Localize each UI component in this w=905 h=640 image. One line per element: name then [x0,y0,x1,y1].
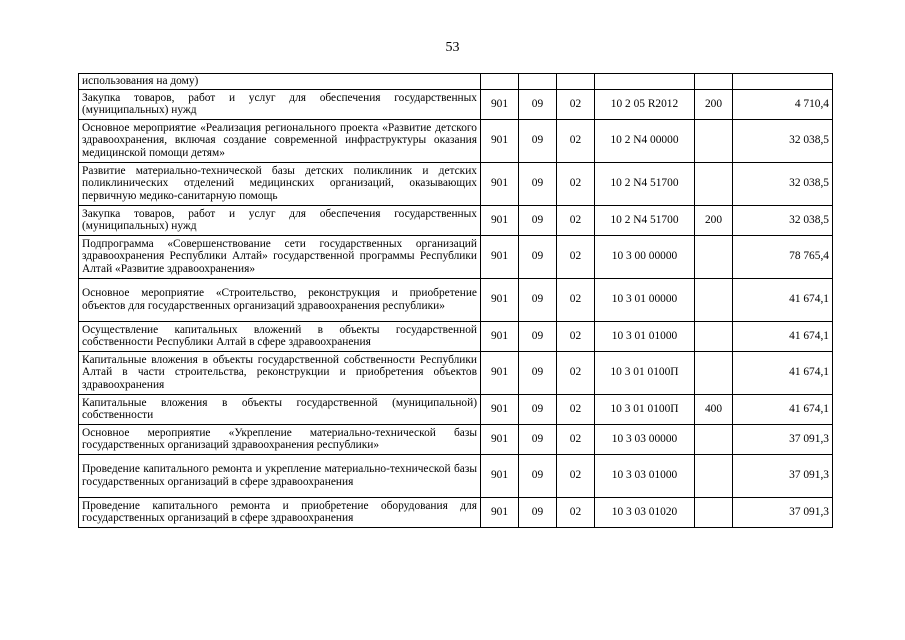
amount-cell: 41 674,1 [733,321,833,351]
section-code-cell: 09 [519,454,557,497]
subsection-code-cell: 02 [557,321,595,351]
ministry-code-cell: 901 [481,454,519,497]
table-row [79,351,833,394]
section-code-cell: 09 [519,424,557,454]
target-article-cell: 10 2 05 R2012 [595,89,695,119]
table-row [79,278,833,321]
ministry-code-cell: 901 [481,89,519,119]
table-row [79,205,833,235]
table-row [79,119,833,162]
expense-type-cell [695,74,733,90]
budget-table [78,73,833,528]
table-row [79,497,833,527]
ministry-code-cell: 901 [481,205,519,235]
section-code-cell: 09 [519,235,557,278]
amount-cell: 37 091,3 [733,497,833,527]
table-row [79,454,833,497]
table-row [79,162,833,205]
amount-cell: 37 091,3 [733,454,833,497]
table-row [79,74,833,90]
subsection-code-cell: 02 [557,205,595,235]
target-article-cell: 10 3 03 00000 [595,424,695,454]
table-row [79,89,833,119]
row-name-cell: Развитие материально-технической базы детских поликлиник и детских поликлинических отделений медицинских организаций, оказывающих первичную медико-санитарную помощь [79,162,481,205]
section-code-cell: 09 [519,497,557,527]
target-article-cell: 10 3 01 01000 [595,321,695,351]
amount-cell: 41 674,1 [733,351,833,394]
target-article-cell: 10 2 N4 00000 [595,119,695,162]
target-article-cell: 10 2 N4 51700 [595,205,695,235]
ministry-code-cell [481,74,519,90]
subsection-code-cell: 02 [557,424,595,454]
expense-type-cell: 200 [695,205,733,235]
target-article-cell: 10 3 03 01000 [595,454,695,497]
section-code-cell: 09 [519,278,557,321]
subsection-code-cell: 02 [557,119,595,162]
target-article-cell: 10 3 03 01020 [595,497,695,527]
ministry-code-cell: 901 [481,119,519,162]
expense-type-cell [695,162,733,205]
target-article-cell: 10 3 01 0100П [595,351,695,394]
row-name-cell: Проведение капитального ремонта и укрепление материально-технической базы государственных организаций в сфере здравоохранения [79,454,481,497]
subsection-code-cell: 02 [557,351,595,394]
subsection-code-cell: 02 [557,235,595,278]
amount-cell: 32 038,5 [733,205,833,235]
expense-type-cell [695,321,733,351]
subsection-code-cell: 02 [557,89,595,119]
table-row [79,235,833,278]
row-name-cell: Закупка товаров, работ и услуг для обеспечения государственных (муниципальных) нужд [79,89,481,119]
amount-cell: 32 038,5 [733,119,833,162]
table-row [79,424,833,454]
table-row [79,394,833,424]
row-name-cell: Проведение капитального ремонта и приобретение оборудования для государственных организаций в сфере здравоохранения [79,497,481,527]
row-name-cell: Закупка товаров, работ и услуг для обеспечения государственных (муниципальных) нужд [79,205,481,235]
expense-type-cell [695,235,733,278]
expense-type-cell: 400 [695,394,733,424]
ministry-code-cell: 901 [481,497,519,527]
row-name-cell: Основное мероприятие «Реализация регионального проекта «Развитие детского здравоохранения, включая создание современной инфраструктуры оказания медицинской помощи детям» [79,119,481,162]
table-row [79,321,833,351]
target-article-cell: 10 3 01 0100П [595,394,695,424]
row-name-cell: Подпрограмма «Совершенствование сети государственных организаций здравоохранения Республики Алтай» государственной программы Республики Алтай «Развитие здравоохранения» [79,235,481,278]
ministry-code-cell: 901 [481,278,519,321]
subsection-code-cell: 02 [557,394,595,424]
expense-type-cell: 200 [695,89,733,119]
section-code-cell: 09 [519,162,557,205]
page-number: 53 [445,40,460,55]
ministry-code-cell: 901 [481,424,519,454]
expense-type-cell [695,119,733,162]
amount-cell: 41 674,1 [733,278,833,321]
section-code-cell: 09 [519,205,557,235]
amount-cell: 78 765,4 [733,235,833,278]
row-name-cell: Осуществление капитальных вложений в объекты государственной собственности Республики Алтай в сфере здравоохранения [79,321,481,351]
row-name-cell: Капитальные вложения в объекты государственной собственности Республики Алтай в части строительства, реконструкции и приобретения объектов здравоохранения [79,351,481,394]
ministry-code-cell: 901 [481,235,519,278]
section-code-cell: 09 [519,394,557,424]
expense-type-cell [695,424,733,454]
subsection-code-cell: 02 [557,497,595,527]
ministry-code-cell: 901 [481,394,519,424]
amount-cell: 37 091,3 [733,424,833,454]
ministry-code-cell: 901 [481,351,519,394]
ministry-code-cell: 901 [481,162,519,205]
subsection-code-cell: 02 [557,162,595,205]
section-code-cell: 09 [519,89,557,119]
expense-type-cell [695,278,733,321]
subsection-code-cell [557,74,595,90]
row-name-cell: использования на дому) [79,74,481,90]
row-name-cell: Основное мероприятие «Строительство, реконструкция и приобретение объектов для государственных организаций здравоохранения республики» [79,278,481,321]
section-code-cell: 09 [519,351,557,394]
expense-type-cell [695,351,733,394]
expense-type-cell [695,454,733,497]
subsection-code-cell: 02 [557,454,595,497]
target-article-cell: 10 3 01 00000 [595,278,695,321]
row-name-cell: Капитальные вложения в объекты государственной (муниципальной) собственности [79,394,481,424]
amount-cell: 41 674,1 [733,394,833,424]
ministry-code-cell: 901 [481,321,519,351]
amount-cell: 32 038,5 [733,162,833,205]
expense-type-cell [695,497,733,527]
section-code-cell: 09 [519,321,557,351]
target-article-cell [595,74,695,90]
section-code-cell: 09 [519,119,557,162]
target-article-cell: 10 2 N4 51700 [595,162,695,205]
section-code-cell [519,74,557,90]
target-article-cell: 10 3 00 00000 [595,235,695,278]
amount-cell: 4 710,4 [733,89,833,119]
table-body [79,74,833,528]
amount-cell [733,74,833,90]
row-name-cell: Основное мероприятие «Укрепление материально-технической базы государственных организаций здравоохранения республики» [79,424,481,454]
subsection-code-cell: 02 [557,278,595,321]
